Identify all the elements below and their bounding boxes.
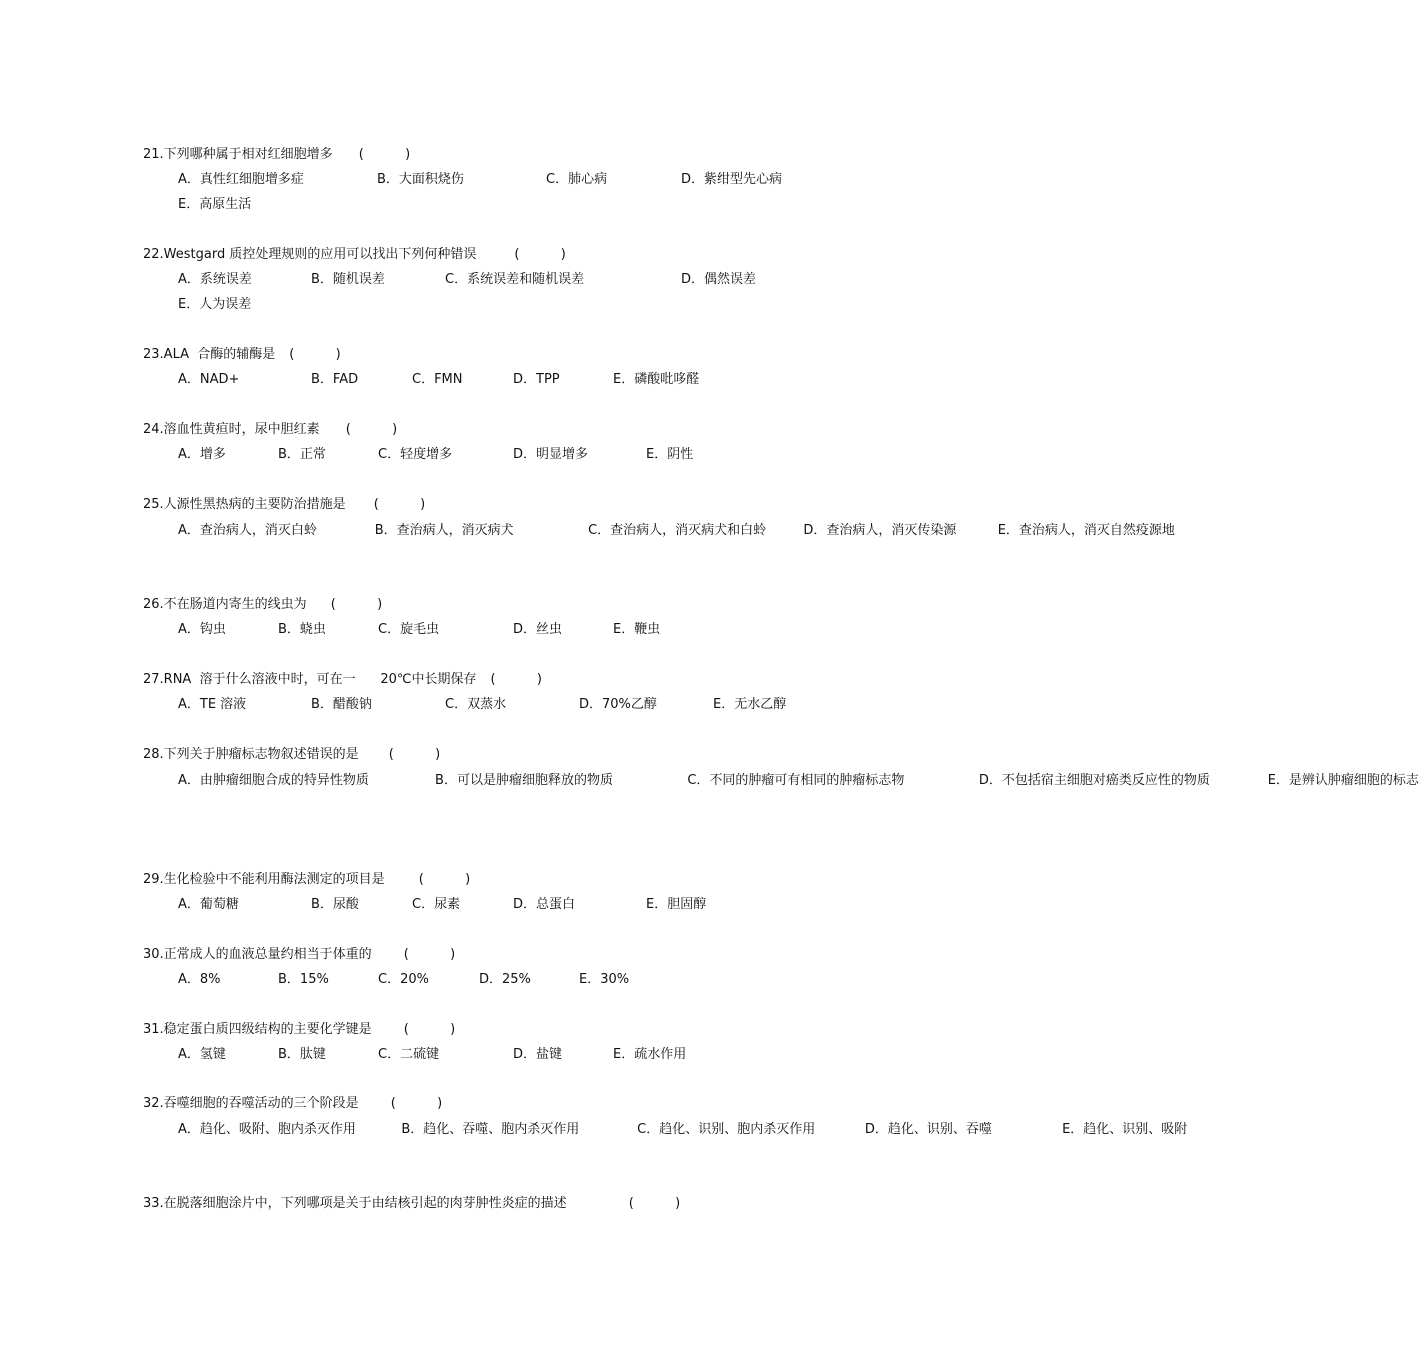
option-c: C．旋毛虫: [378, 622, 440, 637]
option-c: C．不同的肿瘤可有相同的肿瘤标志物: [687, 773, 905, 788]
question-stem: 31.稳定蛋白质四级结构的主要化学键是 ( ): [143, 1022, 456, 1037]
option-e: E．是辨认肿瘤细胞的标志: [1267, 773, 1419, 788]
answer-blank: ( ): [403, 1022, 456, 1037]
option-a: A．增多: [178, 447, 226, 462]
question-stem: 30.正常成人的血液总量约相当于体重的 ( ): [143, 947, 456, 962]
options-row: [143, 171, 808, 189]
option-b: B．肽键: [278, 1047, 326, 1062]
question-27: [143, 671, 808, 714]
question-25: [143, 496, 1175, 542]
option-e: E．疏水作用: [613, 1047, 687, 1062]
option-d: D．明显增多: [513, 447, 589, 462]
option-a: A．TE 溶液: [178, 697, 247, 712]
options-row: [143, 621, 808, 639]
option-c: C．肺心病: [546, 172, 608, 187]
option-d: D．不包括宿主细胞对癌类反应性的物质: [978, 773, 1210, 788]
option-e: E．无水乙醇: [713, 697, 787, 712]
question-stem: 29.生化检验中不能利用酶法测定的项目是 ( ): [143, 872, 471, 887]
option-e: E．趋化、识别、吸附: [1062, 1122, 1188, 1137]
option-d: D．查治病人，消灭传染源: [803, 523, 957, 538]
question-28: [143, 746, 1419, 792]
options-row: [143, 446, 808, 464]
option-c: C．系统误差和随机误差: [445, 272, 585, 287]
options-paragraph: [143, 519, 1175, 542]
option-c: C．双蒸水: [445, 697, 507, 712]
question-stem: 33.在脱落细胞涂片中，下列哪项是关于由结核引起的肉芽肿性炎症的描述 ( ): [143, 1196, 681, 1211]
question-23: [143, 346, 808, 389]
option-e: E．30%: [579, 972, 630, 987]
answer-blank: ( ): [490, 672, 542, 687]
option-d: D．盐键: [513, 1047, 563, 1062]
question-stem: 24.溶血性黄疸时，尿中胆红素 ( ): [143, 422, 398, 437]
option-a: A．系统误差: [178, 272, 252, 287]
option-b: B．蛲虫: [278, 622, 326, 637]
options-paragraph: [143, 1118, 1188, 1141]
options-row: [143, 971, 808, 989]
answer-blank: ( ): [418, 872, 471, 887]
option-e: E．查治病人，消灭自然疫源地: [997, 523, 1175, 538]
answer-blank: ( ): [358, 147, 411, 162]
option-e: E．鞭虫: [613, 622, 661, 637]
option-c: C．趋化、识别、胞内杀灭作用: [637, 1122, 816, 1137]
option-a: A．氢键: [178, 1047, 226, 1062]
option-e: E．胆固醇: [646, 897, 707, 912]
answer-blank: ( ): [373, 497, 426, 512]
answer-blank: ( ): [390, 1096, 443, 1111]
option-a: A．由肿瘤细胞合成的特异性物质: [178, 773, 369, 788]
answer-blank: ( ): [345, 422, 398, 437]
question-stem: 21.下列哪种属于相对红细胞增多 ( ): [143, 147, 411, 162]
question-24: [143, 421, 808, 464]
option-c: C．二硫键: [378, 1047, 440, 1062]
option-b: B．正常: [278, 447, 326, 462]
option-b: B．FAD: [311, 372, 359, 387]
option-b: B．查治病人，消灭病犬: [374, 523, 514, 538]
option-e: E．阴性: [646, 447, 694, 462]
answer-blank: ( ): [388, 747, 441, 762]
option-d: D．偶然误差: [681, 272, 757, 287]
question-29: [143, 871, 808, 914]
option-d: D．紫绀型先心病: [681, 172, 783, 187]
option-a: A．查治病人，消灭白蛉: [178, 523, 317, 538]
options-row: [143, 371, 808, 389]
question-stem: 26.不在肠道内寄生的线虫为 ( ): [143, 597, 383, 612]
option-e: E．人为误差: [178, 297, 252, 312]
option-c: C．轻度增多: [378, 447, 453, 462]
question-33: [143, 1195, 808, 1213]
option-c: C．查治病人，消灭病犬和白蛉: [588, 523, 767, 538]
option-a: A．真性红细胞增多症: [178, 172, 304, 187]
question-31: [143, 1021, 808, 1064]
question-stem: 28.下列关于肿瘤标志物叙述错误的是 ( ): [143, 747, 441, 762]
option-d: D．70%乙醇: [579, 697, 657, 712]
question-stem: 23.ALA 合酶的辅酶是 ( ): [143, 347, 341, 362]
option-b: B．15%: [278, 972, 329, 987]
answer-blank: ( ): [289, 347, 341, 362]
options-row: [143, 196, 808, 214]
option-a: A．钩虫: [178, 622, 226, 637]
question-stem: 25.人源性黑热病的主要防治措施是 ( ): [143, 497, 426, 512]
option-c: C．20%: [378, 972, 429, 987]
option-d: D．总蛋白: [513, 897, 576, 912]
option-b: B．随机误差: [311, 272, 385, 287]
options-paragraph: [143, 769, 1419, 792]
option-d: D．丝虫: [513, 622, 563, 637]
option-a: A．NAD+: [178, 372, 240, 387]
question-stem: 32.吞噬细胞的吞噬活动的三个阶段是 ( ): [143, 1096, 443, 1111]
option-e: E．高原生活: [178, 197, 252, 212]
option-e: E．磷酸吡哆醛: [613, 372, 700, 387]
answer-blank: ( ): [403, 947, 456, 962]
option-b: B．大面积烧伤: [377, 172, 464, 187]
question-26: [143, 596, 808, 639]
options-row: [143, 896, 808, 914]
option-b: B．可以是肿瘤细胞释放的物质: [435, 773, 613, 788]
option-a: A．葡萄糖: [178, 897, 239, 912]
options-row: [143, 296, 808, 314]
question-21: [143, 146, 808, 214]
option-c: C．FMN: [412, 372, 463, 387]
option-a: A．趋化、吸附、胞内杀灭作用: [178, 1122, 356, 1137]
question-30: [143, 946, 808, 989]
question-22: [143, 246, 808, 314]
question-stem: 22.Westgard 质控处理规则的应用可以找出下列何种错误 ( ): [143, 247, 566, 262]
option-b: B．醋酸钠: [311, 697, 372, 712]
option-a: A．8%: [178, 972, 221, 987]
answer-blank: ( ): [514, 247, 566, 262]
option-d: D．TPP: [513, 372, 560, 387]
options-row: [143, 696, 808, 714]
option-d: D．趋化、识别、吞噬: [864, 1122, 992, 1137]
answer-blank: ( ): [330, 597, 383, 612]
question-32: [143, 1095, 1188, 1141]
options-row: [143, 1046, 808, 1064]
option-b: B．趋化、吞噬、胞内杀灭作用: [401, 1122, 580, 1137]
option-b: B．尿酸: [311, 897, 359, 912]
option-c: C．尿素: [412, 897, 461, 912]
options-row: [143, 271, 808, 289]
answer-blank: ( ): [628, 1196, 681, 1211]
question-stem: 27.RNA 溶于什么溶液中时，可在一 20℃中长期保存 ( ): [143, 672, 542, 687]
option-d: D．25%: [479, 972, 531, 987]
